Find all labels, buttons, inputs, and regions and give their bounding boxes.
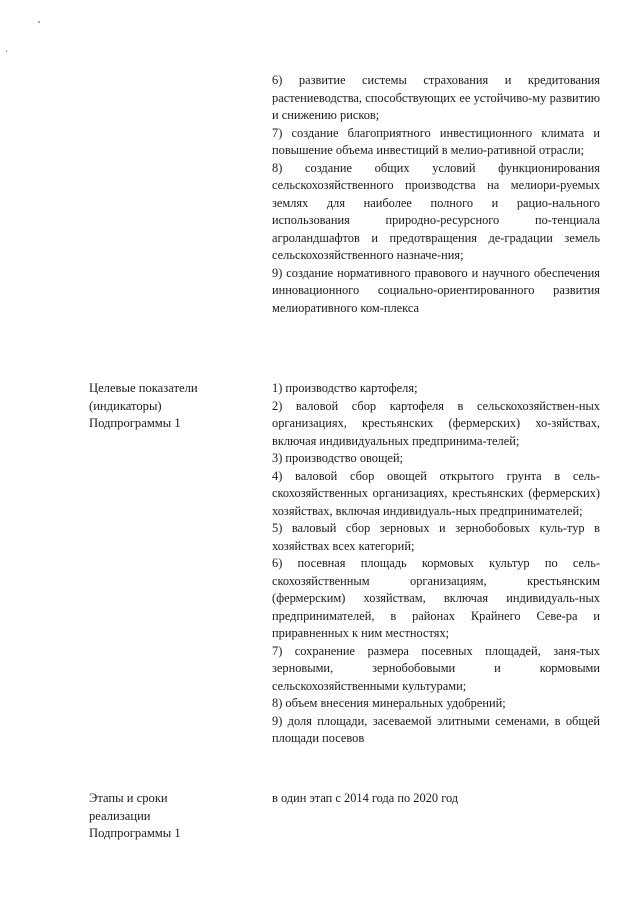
label-line: Целевые показатели (89, 381, 198, 395)
list-item: 8) объем внесения минеральных удобрений; (272, 696, 506, 710)
list-item: 3) производство овощей; (272, 451, 404, 465)
list-item: 6) развитие системы страхования и кредитования растениеводства, способствующих ее устойчиво-му развитию и снижению рисков; (272, 73, 600, 122)
list-item: 6) посевная площадь кормовых культур по сель-скохозяйственным организациям, крестьянским (фермерским) хозяйствам, включая индивидуаль-ных предпринимателей, в районах Крайнего Севе-ра и приравненных к ним местностях; (272, 556, 600, 640)
list-item: 4) валовой сбор овощей открытого грунта в сель-скохозяйственных организациях, крестьянских (фермерских) хозяйствах, включая индивидуаль-ных предпринимателей; (272, 468, 600, 518)
targets-label (89, 380, 259, 433)
list-item: 7) сохранение размера посевных площадей, заня-тых зерновыми, зернобобовыми и кормовыми сельскохозяйственными культурами; (272, 643, 600, 693)
list-item: 1) производство картофеля; (272, 381, 418, 395)
list-item: 8) создание общих условий функционирования сельскохозяйственного производства на мелиори-руемых землях для наиболее полного и рацио-нального использования природно-ресурсного по-тенциала агроландшафтов и предотвращения де-градации земель сельскохозяйственного назначе-ния; (272, 160, 600, 262)
label-line: Этапы и сроки (89, 791, 168, 805)
label-line: Подпрограммы 1 (89, 826, 181, 840)
list-item: 5) валовый сбор зерновых и зернобобовых куль-тур в хозяйствах всех категорий; (272, 521, 600, 553)
list-item: 7) создание благоприятного инвестиционного климата и повышение объема инвестиций в мелио-ративной отрасли; (272, 125, 600, 157)
label-line: реализации (89, 808, 151, 823)
targets-list (272, 380, 600, 748)
label-line: (индикаторы) (89, 398, 162, 413)
goals-list-continued (272, 72, 600, 317)
list-item: 9) доля площади, засеваемой элитными семенами, в общей площади посевов (272, 713, 600, 745)
list-item: 9) создание нормативного правового и научного обеспечения инновационного социально-ориентированного развития мелиоративного ком-плекса (272, 265, 600, 315)
stages-value: в один этап с 2014 года по 2020 год (272, 791, 459, 805)
stages-label (89, 790, 259, 843)
list-item: 2) валовой сбор картофеля в сельскохозяйствен-ных организациях, крестьянских (фермерских) хо-зяйствах, включая индивидуальных предпринима-телей; (272, 398, 600, 448)
label-line: Подпрограммы 1 (89, 416, 181, 430)
